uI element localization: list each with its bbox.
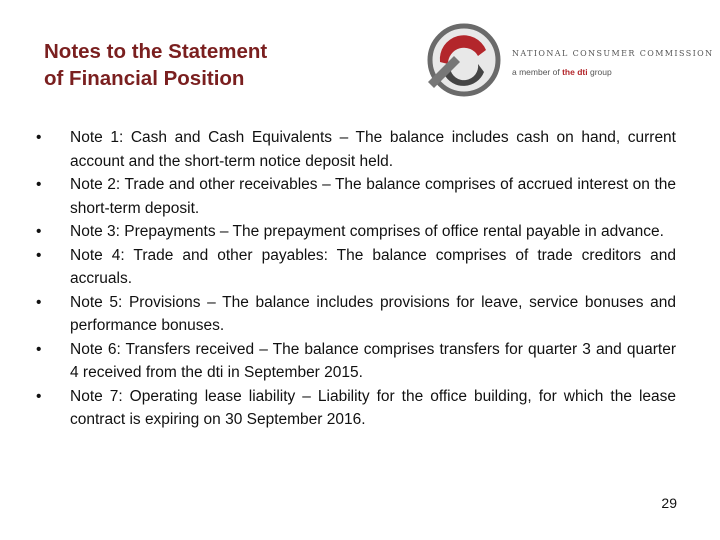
note-item-6 — [36, 338, 676, 385]
tagline-prefix: a member of — [512, 67, 560, 77]
note-text: Note 6: Transfers received – The balance comprises transfers for quarter 3 and quarter 4 received from the dti in September 2015. — [70, 340, 676, 381]
bullet-icon: • — [36, 129, 42, 146]
organisation-tagline — [512, 67, 612, 77]
note-item-3 — [36, 220, 676, 244]
notes-list — [36, 126, 676, 432]
tagline-suffix: group — [589, 67, 612, 77]
bullet-icon: • — [36, 293, 42, 311]
note-text: Note 2: Trade and other receivables – The balance comprises of accrued interest on the short-term deposit. — [70, 176, 676, 217]
note-text: Note 1: Cash and Cash Equivalents – The balance includes cash on hand, current account and the short-term notice deposit held. — [70, 129, 676, 170]
bullet-icon: • — [36, 246, 42, 264]
note-item-4 — [36, 244, 676, 291]
page-title-line-2: of Financial Position — [44, 67, 245, 90]
bullet-icon: • — [36, 340, 42, 358]
note-item-5 — [36, 291, 676, 338]
bullet-icon: • — [36, 387, 42, 405]
bullet-icon: • — [36, 176, 42, 193]
note-item-7 — [36, 385, 676, 432]
ncc-logo-icon — [420, 16, 510, 104]
note-item-2 — [36, 173, 676, 220]
note-text: Note 4: Trade and other payables: The balance comprises of trade creditors and accruals. — [70, 246, 676, 287]
note-text: Note 5: Provisions – The balance includes provisions for leave, service bonuses and performance bonuses. — [70, 293, 676, 334]
page-number: 29 — [661, 495, 677, 511]
bullet-icon: • — [36, 223, 42, 240]
ncc-logo — [420, 16, 714, 104]
note-text: Note 3: Prepayments – The prepayment comprises of office rental payable in advance. — [70, 223, 664, 240]
page-title — [44, 38, 267, 92]
organisation-name: NATIONAL CONSUMER COMMISSION — [512, 49, 714, 58]
note-item-1 — [36, 126, 676, 173]
tagline-brand: the dti — [562, 67, 588, 77]
note-text: Note 7: Operating lease liability – Liability for the office building, for which the lease contract is expiring on 30 September 2016. — [70, 387, 676, 428]
page-title-line-1: Notes to the Statement — [44, 40, 268, 63]
